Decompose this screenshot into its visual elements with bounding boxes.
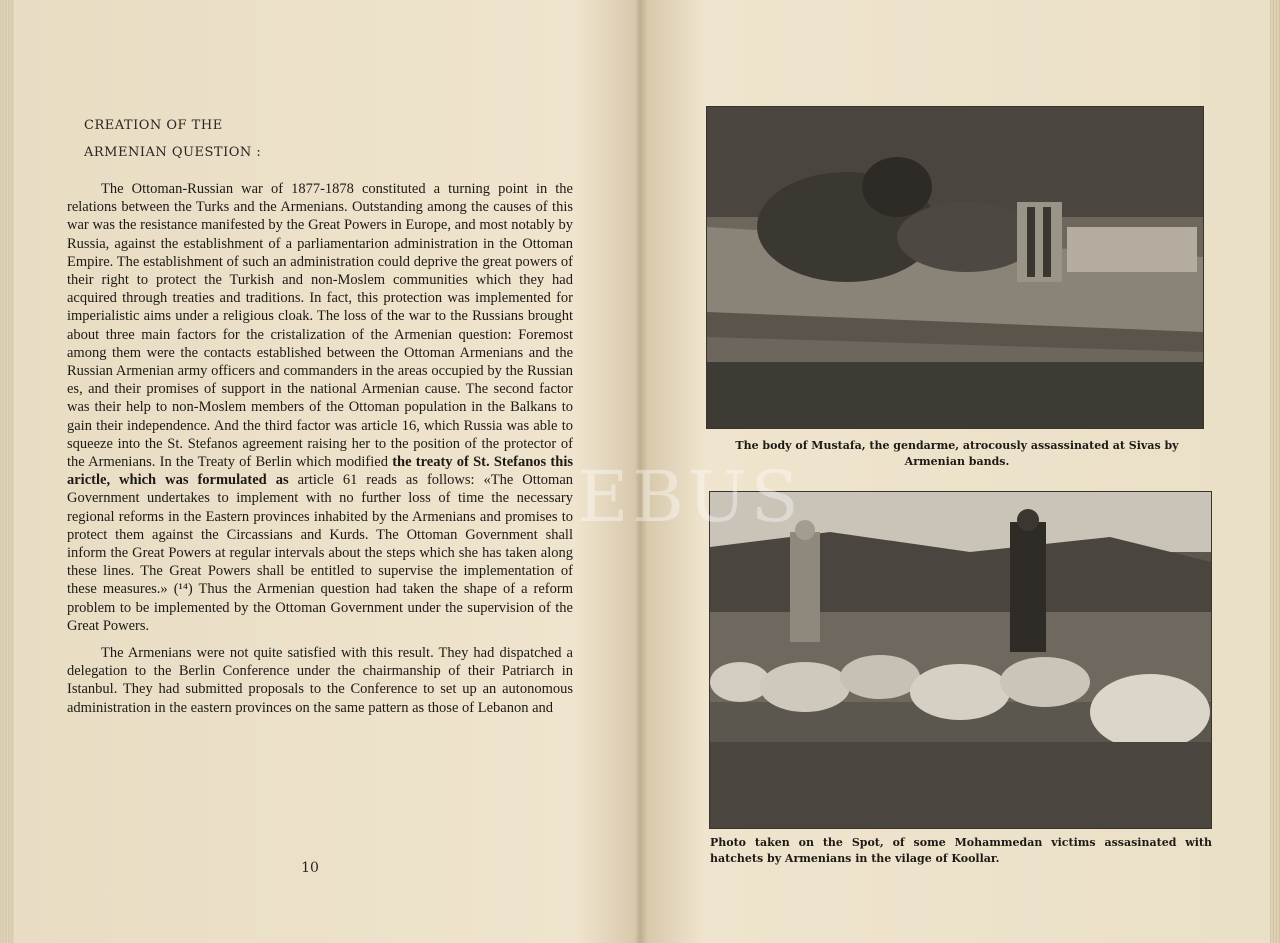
photo1-caption: The body of Mustafa, the gendarme, atrocously assassinated at Sivas by Armenian bands. xyxy=(735,439,1179,468)
photo-gendarme-body-image xyxy=(707,107,1203,428)
watermark: EBUS xyxy=(577,456,803,538)
paragraph-1 xyxy=(67,180,573,635)
right-page-edge xyxy=(1270,0,1280,943)
photo2-caption: Photo taken on the Spot, of some Mohammedan victims assasinated with hatchets by Armenians in the vilage of Koollar. xyxy=(710,836,1212,865)
paragraph-2: The Armenians were not quite satisfied with this result. They had dispatched a delegation to the Berlin Conference under the chairmanship of their Patriarch in Istanbul. They had submitted proposals to the Conference to set up an autonomous administration in the eastern provinces on the same pattern as those of Lebanon and xyxy=(67,645,573,716)
section-heading-line2: ARMENIAN QUESTION : xyxy=(84,145,262,160)
section-heading-line1: CREATION OF THE xyxy=(84,118,223,133)
paragraph-1-part-b: article 61 reads as follows: «The Ottoman Government undertakes to implement with no further loss of time the necessary regional reforms in the Eastern provinces inhabited by the Armenians and promises to protect them against the Circassians and Kurds. The Ottoman Government shall inform the Great Powers at regular intervals about the steps which she has taken along these lines. The Great Powers shall be entitled to supervise the implementation of these measures.» (¹⁴) Thus the Armenian question had taken the shape of a reform problem to be implemented by the Ottoman Government under the supervision of the Great Powers. xyxy=(67,472,573,634)
photo-gendarme-body xyxy=(706,106,1204,429)
paragraph-1-bold: the treaty of St. Stefanos this arictle, which was formulated as xyxy=(67,454,573,489)
left-page-edge xyxy=(0,0,14,943)
body-text xyxy=(67,180,573,726)
paragraph-1-part-a: The Ottoman-Russian war of 1877-1878 constituted a turning point in the relations between the Turks and the Armenians. Outstanding among the causes of this war was the resistance manifested by the Great Powers in Europe, and most notably by Russia, against the establishment of a parliamentarion administration in the Ottoman Empire. The establishment of such an administration could deprive the great powers of their right to protect the Turkish and non-Moslem communities which they had acquired through treaties and traditions. In fact, this protection was implemented for imperialistic aims under a religious cloak. The loss of the war to the Russians brought about three main factors for the cristalization of the Armenian question: Foremost among them were the contacts established between the Ottoman Armenians and the Russian Armenian army officers and commanders in the areas occupied by the Russian es, and their promises of support in the national Armenian cause. The second factor was their help to non-Moslem members of the Ottoman population in the Balkans to gain their independence. And the third factor was article 16, which Russia was able to squeeze into the St. Stefanos agreement raising her to the position of the protector of the Armenians. In the Treaty of Berlin which modified xyxy=(67,181,573,471)
photo-koollar-victims xyxy=(709,491,1212,829)
photo-koollar-victims-image xyxy=(710,492,1211,828)
page-number: 10 xyxy=(301,860,319,876)
